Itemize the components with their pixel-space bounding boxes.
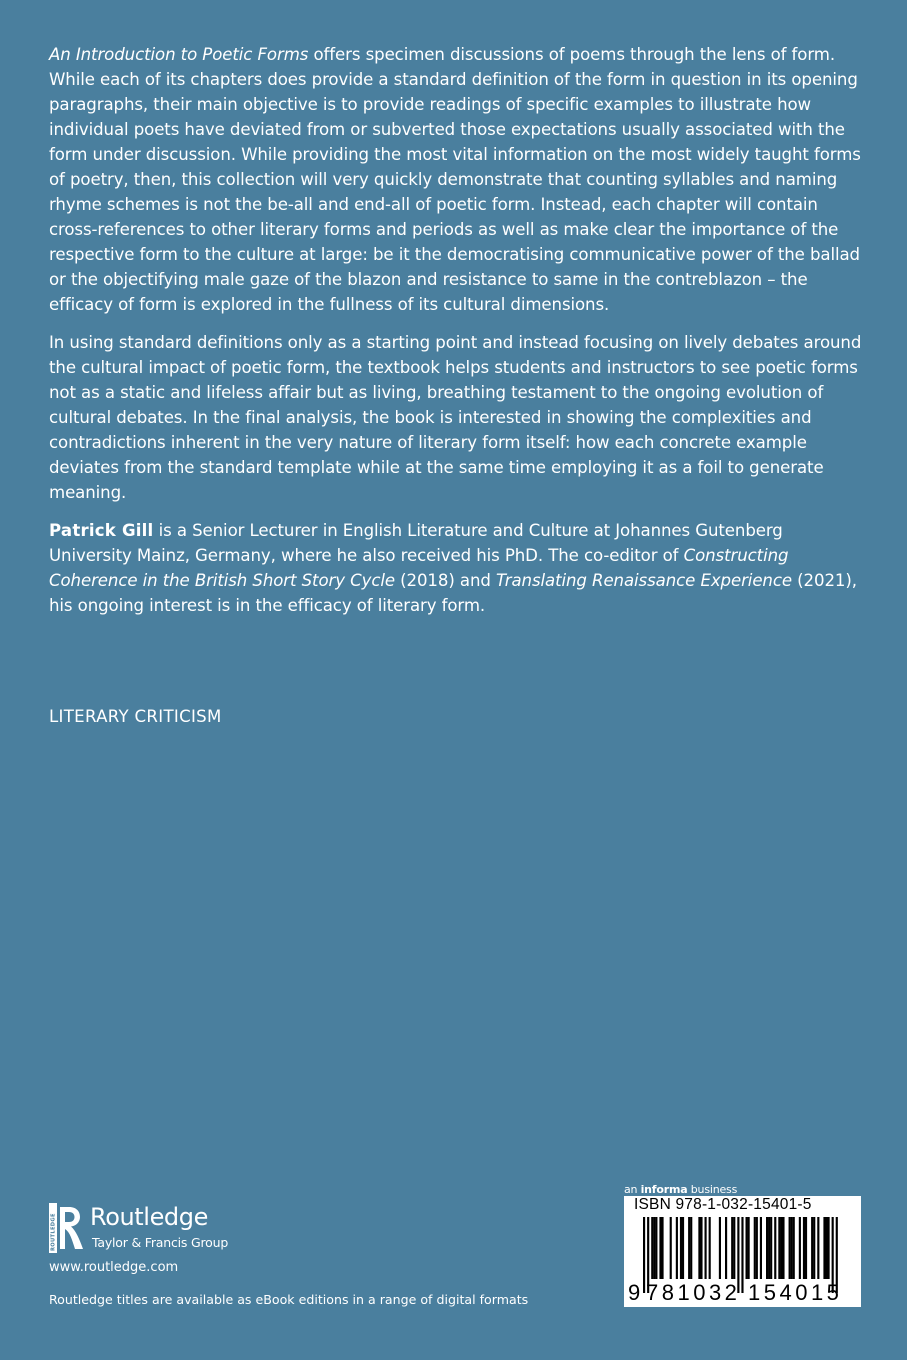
- barcode-bar: [778, 1217, 780, 1279]
- barcode-bar: [682, 1217, 684, 1279]
- ebook-note: Routledge titles are available as eBook editions in a range of digital formats: [49, 1292, 529, 1307]
- barcode-bar: [731, 1217, 733, 1279]
- barcode-bar: [659, 1217, 661, 1279]
- barcode-bar: [805, 1217, 807, 1279]
- barcode-bar: [643, 1217, 645, 1293]
- informa-business-tag: [624, 1183, 737, 1196]
- barcode-bar: [651, 1217, 653, 1279]
- svg-text:ROUTLEDGE: ROUTLEDGE: [50, 1213, 57, 1251]
- barcode-bar: [698, 1217, 700, 1279]
- barcode-bar: [754, 1217, 756, 1279]
- author-bio: [49, 518, 864, 618]
- author-book-1: Constructing Coherence in the British Short Story Cycle: [49, 546, 789, 590]
- barcode-bar: [719, 1217, 721, 1279]
- barcode-bar: [782, 1217, 784, 1279]
- description-text-1: offers specimen discussions of poems through the lens of form. While each of its chapters does provide a standard definition of the form in question in its opening paragraphs, their main objective is to provide readings of specific examples to illustrate how individual poets have deviated from or subverted those expectations usually associated with the form under discussion. While providing the most vital information on the most widely taught forms of poetry, then, this collection will very quickly demonstrate that counting syllables and naming rhyme schemes is not the be-all and end-all of poetic form. Instead, each chapter will contain cross-references to other literary forms and periods as well as make clear the importance of the respective form to the culture at large: be it the democratising communicative power of the ballad or the objectifying male gaze of the blazon and resistance to same in the contreblazon – the efficacy of form is explored in the fullness of its cultural dimensions.: [49, 45, 861, 314]
- barcode-bar: [823, 1217, 825, 1279]
- author-name: Patrick Gill: [49, 521, 154, 540]
- barcode-first-digit: 9: [628, 1280, 641, 1305]
- barcode-bar: [780, 1217, 782, 1279]
- routledge-r-icon: [49, 1203, 85, 1253]
- barcode-bar: [733, 1217, 735, 1279]
- barcode-bar: [653, 1217, 655, 1279]
- barcode-right-group: 154015: [748, 1280, 843, 1305]
- publisher-url[interactable]: www.routledge.com: [49, 1260, 179, 1275]
- barcode-bar: [789, 1217, 791, 1279]
- barcode-bar: [676, 1217, 678, 1279]
- barcode-bar: [746, 1217, 748, 1279]
- barcode-bar: [670, 1217, 672, 1279]
- barcode-bar: [799, 1217, 801, 1279]
- barcode-bar: [709, 1217, 711, 1279]
- barcode-bar: [774, 1217, 776, 1279]
- barcode-bar: [705, 1217, 707, 1279]
- author-book-2: Translating Renaissance Experience: [496, 571, 792, 590]
- author-bio-text-1: is a Senior Lecturer in English Literature and Culture at Johannes Gutenberg University Mainz, Germany, where he also received his PhD. The co-editor of: [49, 521, 783, 565]
- subject-category: LITERARY CRITICISM: [49, 707, 222, 726]
- description-paragraph-1: [49, 42, 864, 317]
- routledge-logo: [49, 1203, 249, 1259]
- barcode-bar: [661, 1217, 663, 1279]
- author-bio-text-2: (2018) and: [394, 571, 496, 590]
- barcode-bar: [825, 1217, 827, 1279]
- back-cover-blurb: [49, 42, 864, 631]
- barcode-bar: [803, 1217, 805, 1279]
- informa-suffix: business: [687, 1183, 738, 1196]
- barcode-bar: [725, 1217, 727, 1279]
- barcode-bar: [828, 1217, 830, 1279]
- author-bio-text-3: (2021), his ongoing interest is in the efficacy of literary form.: [49, 571, 857, 615]
- informa-brand: informa: [640, 1183, 688, 1196]
- barcode-bar: [748, 1217, 750, 1279]
- publisher-group: Taylor & Francis Group: [92, 1235, 229, 1250]
- barcode-bar: [811, 1217, 813, 1279]
- barcode-bar: [688, 1217, 690, 1279]
- barcode-bar: [690, 1217, 692, 1279]
- informa-prefix: an: [624, 1183, 641, 1196]
- barcode-bar: [741, 1217, 743, 1293]
- barcode-bar: [813, 1217, 815, 1279]
- barcode-bar: [766, 1217, 768, 1279]
- isbn-barcode: [624, 1196, 861, 1307]
- barcode-bar: [680, 1217, 682, 1279]
- barcode-bar: [793, 1217, 795, 1279]
- barcode-bar: [791, 1217, 793, 1279]
- barcode-bar: [817, 1217, 819, 1279]
- barcode-left-group: 781032: [646, 1280, 741, 1305]
- book-title-inline: An Introduction to Poetic Forms: [49, 45, 309, 64]
- barcode-bar: [655, 1217, 657, 1279]
- publisher-name: Routledge: [90, 1203, 208, 1231]
- barcode-bar: [700, 1217, 702, 1279]
- description-paragraph-2: In using standard definitions only as a starting point and instead focusing on lively debates around the cultural impact of poetic form, the textbook helps students and instructors to see poetic forms not as a static and lifeless affair but as living, breathing testament to the ongoing evolution of cultural debates. In the final analysis, the book is interested in showing the complexities and contradictions inherent in the very nature of literary form itself: how each concrete example deviates from the standard template while at the same time employing it as a foil to generate meaning.: [49, 333, 862, 502]
- barcode-bar: [756, 1217, 758, 1279]
- barcode-bar: [760, 1217, 762, 1279]
- barcode-bar: [770, 1217, 772, 1279]
- isbn-label: ISBN 978-1-032-15401-5: [634, 1196, 812, 1213]
- barcode-bar: [768, 1217, 770, 1279]
